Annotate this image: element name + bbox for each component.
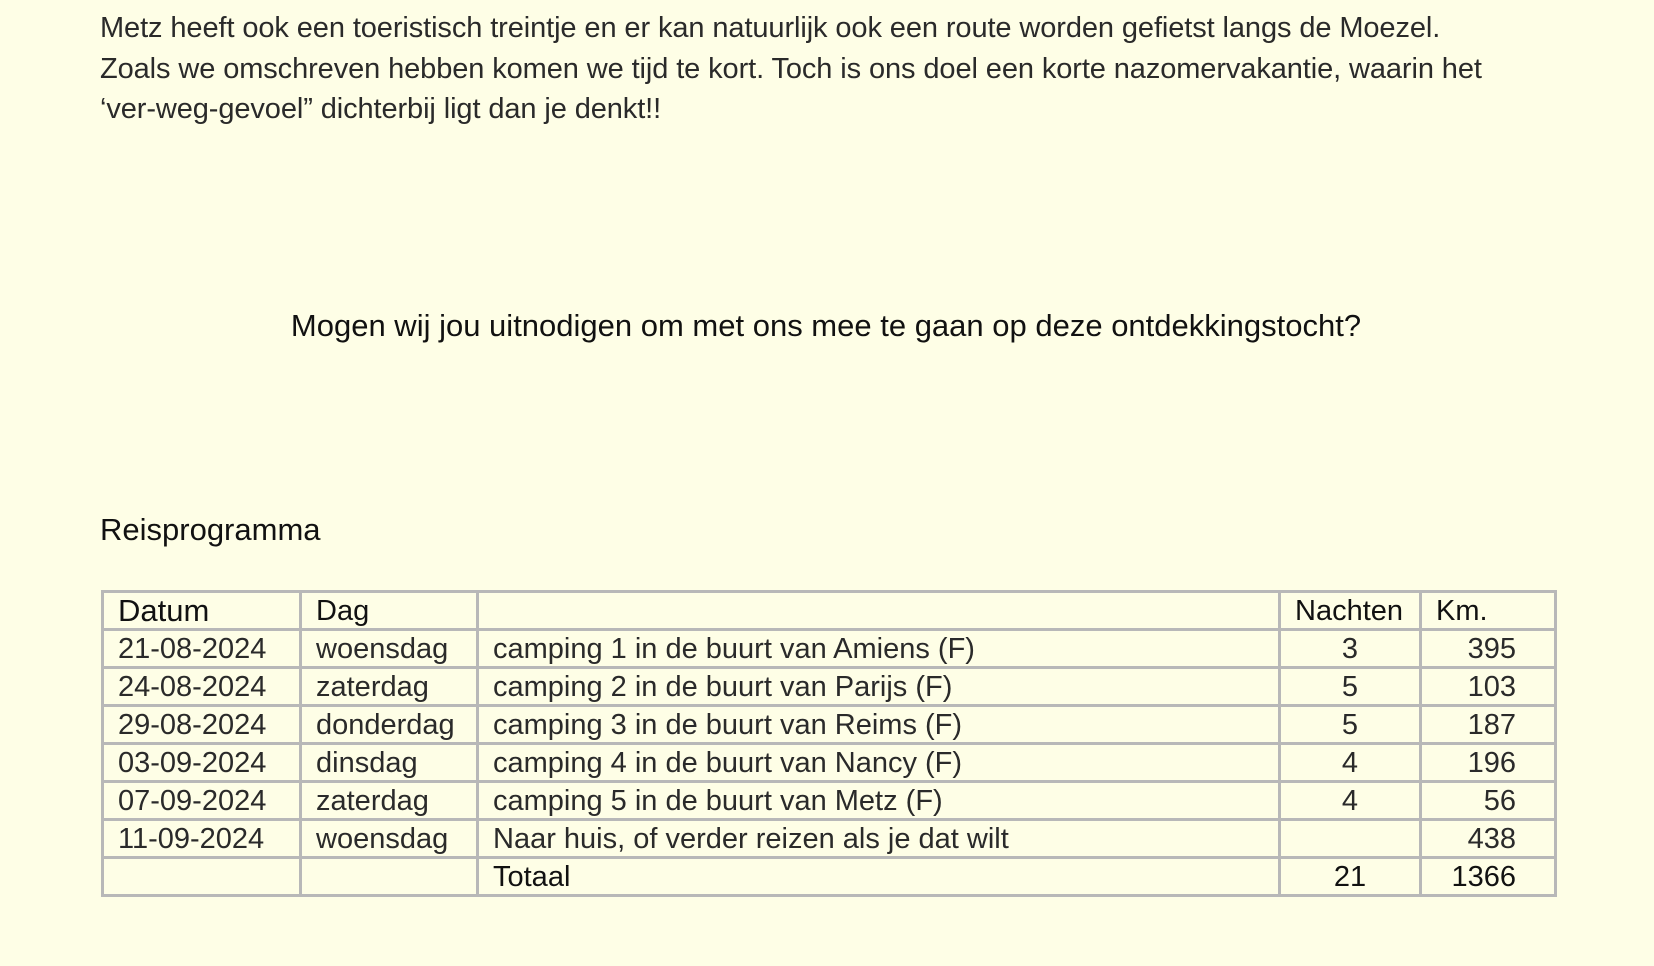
- cell-date: 29-08-2024: [103, 706, 301, 744]
- cell-day: dinsdag: [301, 744, 478, 782]
- cell-empty: [103, 858, 301, 896]
- cell-day: donderdag: [301, 706, 478, 744]
- table-row: [103, 706, 1556, 744]
- cell-day: zaterdag: [301, 782, 478, 820]
- header-day: Dag: [301, 592, 478, 630]
- table-header-row: [103, 592, 1556, 630]
- program-table: [101, 590, 1557, 897]
- cell-description: camping 3 in de buurt van Reims (F): [478, 706, 1280, 744]
- total-km: 1366: [1421, 858, 1556, 896]
- cell-km: 438: [1421, 820, 1556, 858]
- cell-date: 07-09-2024: [103, 782, 301, 820]
- cell-date: 11-09-2024: [103, 820, 301, 858]
- table-row: [103, 744, 1556, 782]
- cell-day: zaterdag: [301, 668, 478, 706]
- header-date: Datum: [103, 592, 301, 630]
- intro-paragraph-2: Zoals we omschreven hebben komen we tijd te kort. Toch is ons doel een korte nazomervakantie, waarin het ‘ver-weg-gevoel” dichterbij ligt dan je denkt!!: [100, 52, 1482, 125]
- cell-nights: 4: [1280, 744, 1421, 782]
- header-km: Km.: [1421, 592, 1556, 630]
- cell-description: Naar huis, of verder reizen als je dat wilt: [478, 820, 1280, 858]
- cell-nights: [1280, 820, 1421, 858]
- cell-km: 103: [1421, 668, 1556, 706]
- program-title: Reisprogramma: [100, 512, 321, 547]
- cell-day: woensdag: [301, 820, 478, 858]
- cell-km: 395: [1421, 630, 1556, 668]
- cell-date: 21-08-2024: [103, 630, 301, 668]
- table-total-row: [103, 858, 1556, 896]
- cell-empty: [301, 858, 478, 896]
- header-description: [478, 592, 1280, 630]
- cell-day: woensdag: [301, 630, 478, 668]
- cell-nights: 3: [1280, 630, 1421, 668]
- total-label: Totaal: [478, 858, 1280, 896]
- cell-description: camping 5 in de buurt van Metz (F): [478, 782, 1280, 820]
- cell-nights: 4: [1280, 782, 1421, 820]
- total-nights: 21: [1280, 858, 1421, 896]
- cell-km: 56: [1421, 782, 1556, 820]
- header-nights: Nachten: [1280, 592, 1421, 630]
- cell-nights: 5: [1280, 706, 1421, 744]
- table-row: [103, 668, 1556, 706]
- table-row: [103, 782, 1556, 820]
- cell-km: 196: [1421, 744, 1556, 782]
- cell-km: 187: [1421, 706, 1556, 744]
- table-row: [103, 630, 1556, 668]
- cell-date: 24-08-2024: [103, 668, 301, 706]
- cell-nights: 5: [1280, 668, 1421, 706]
- cell-description: camping 4 in de buurt van Nancy (F): [478, 744, 1280, 782]
- invitation-question: [0, 306, 1654, 346]
- intro-text: [100, 8, 1540, 130]
- intro-paragraph-1: Metz heeft ook een toeristisch treintje en er kan natuurlijk ook een route worden gefietst langs de Moezel.: [100, 12, 1441, 44]
- table-row: [103, 820, 1556, 858]
- invitation-question-text: Mogen wij jou uitnodigen om met ons mee te gaan op deze ontdekkingstocht?: [290, 308, 1362, 343]
- cell-date: 03-09-2024: [103, 744, 301, 782]
- cell-description: camping 2 in de buurt van Parijs (F): [478, 668, 1280, 706]
- cell-description: camping 1 in de buurt van Amiens (F): [478, 630, 1280, 668]
